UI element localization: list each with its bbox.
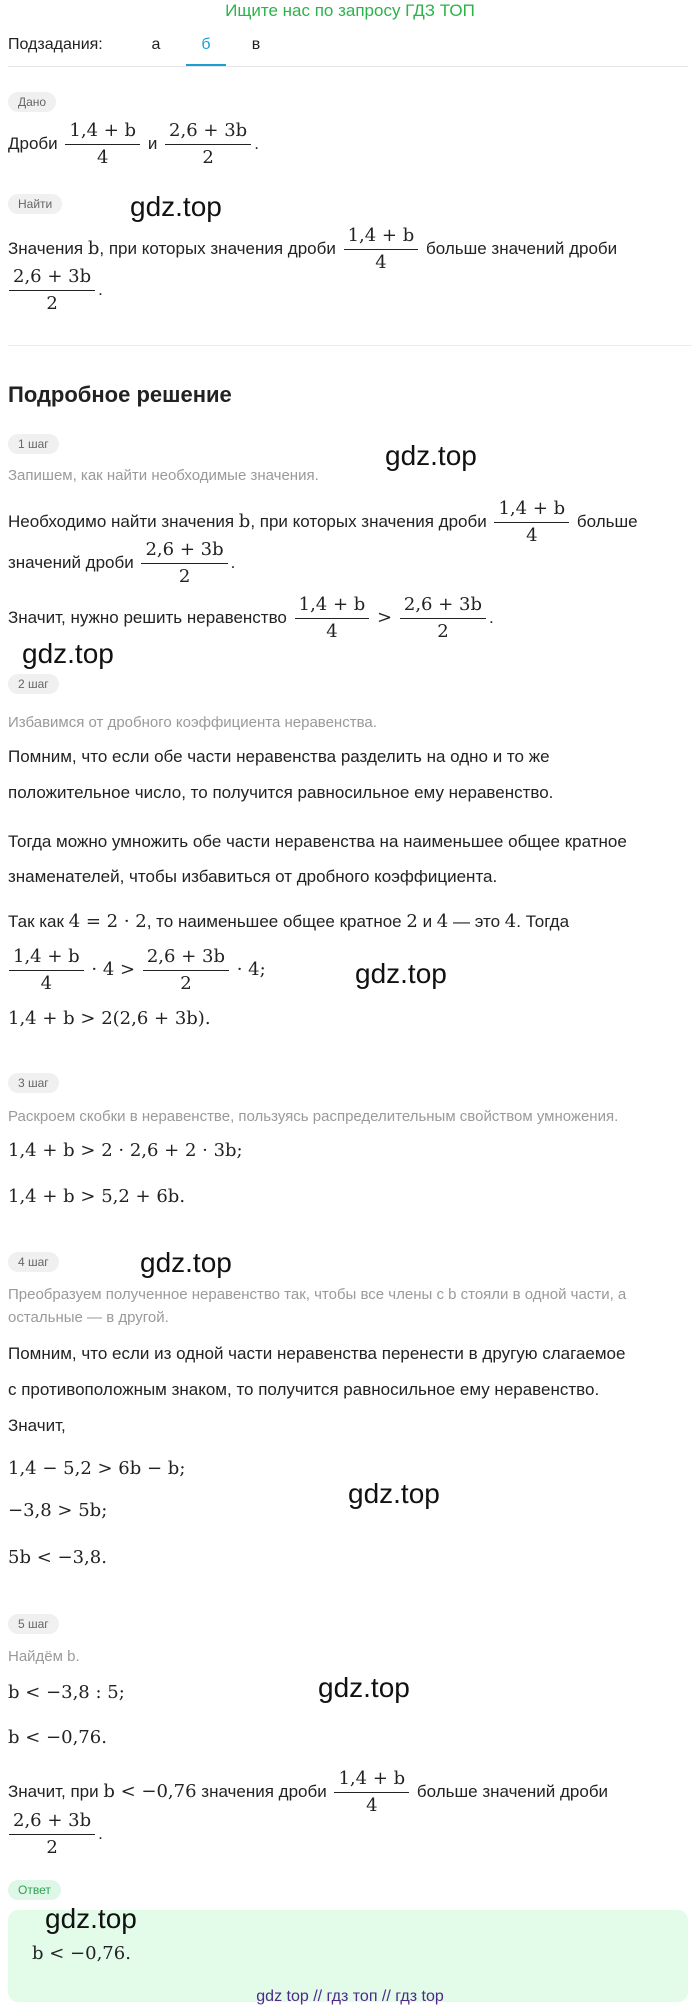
step1-text-a: Необходимо найти значения (8, 511, 235, 531)
given-fraction-2 (165, 118, 251, 171)
fraction-denominator: 2 (178, 566, 191, 587)
gt-sign: > (377, 606, 393, 628)
step2-para2-line2: знаменателей, чтобы избавиться от дробного коэффициента. (8, 867, 498, 886)
step4-para1-line2: с противоположным знаком, то получится равносильное ему неравенство. (8, 1380, 600, 1399)
fraction-numerator: 1,4 + b (295, 592, 370, 619)
step1-fraction-3 (295, 592, 370, 645)
fraction-denominator: 2 (437, 621, 449, 642)
step2-para3 (8, 910, 569, 934)
step5-para (8, 1766, 698, 1819)
step5-pill: 5 шаг (8, 1614, 59, 1634)
fraction-numerator: 2,6 + 3b (165, 118, 251, 145)
fraction-numerator: 2,6 + 3b (9, 1808, 95, 1835)
step2-fraction-1 (9, 944, 84, 997)
given-conj: и (147, 133, 158, 153)
fraction-denominator: 4 (97, 147, 109, 168)
step2-text-c: и (422, 912, 433, 931)
step5-fraction-2 (9, 1808, 95, 1861)
watermark: gdz.top (348, 1478, 440, 1509)
step2-eq1-end: · 4; (236, 958, 266, 980)
step2-math-2: 2 (406, 911, 418, 932)
fraction-denominator: 2 (46, 1837, 58, 1858)
watermark: gdz.top (355, 958, 447, 989)
tab-a[interactable]: а (151, 36, 161, 53)
step2-eq1 (6, 944, 266, 997)
subtasks-bar (8, 30, 688, 67)
step1-text-p2: Значит, нужно решить неравенство (8, 607, 287, 627)
watermark: gdz.top (318, 1672, 410, 1703)
step2-para1-line1: Помним, что если обе части неравенства разделить на одно и то же (8, 747, 550, 766)
fraction-denominator: 4 (326, 621, 338, 642)
step2-eq1-mid: · 4 > (91, 958, 136, 980)
step2-math-3: 4 (436, 911, 449, 932)
step2-text-b: , то наименьшее общее кратное (146, 912, 402, 931)
fraction-numerator: 2,6 + 3b (9, 264, 95, 291)
step4-eq1: 1,4 − 5,2 > 6b − b; (8, 1458, 186, 1479)
step2-hint: Избавимся от дробного коэффициента неравенства. (8, 714, 377, 731)
fraction-denominator: 2 (46, 293, 58, 314)
given-line (8, 118, 259, 171)
step4-eq2: −3,8 > 5b; (8, 1500, 108, 1521)
fraction-denominator: 4 (366, 1795, 378, 1816)
step3-eq2: 1,4 + b > 5,2 + 6b. (8, 1186, 186, 1207)
step3-pill: 3 шаг (8, 1073, 59, 1093)
fraction-denominator: 4 (375, 252, 387, 273)
step5-text-a: Значит, при (8, 1781, 99, 1801)
step2-para2-line1: Тогда можно умножить обе части неравенства на наименьшее общее кратное (8, 832, 627, 851)
find-line (8, 223, 688, 276)
step2-text-d: — это (452, 912, 501, 931)
find-var: b (87, 237, 100, 259)
step2-math-1: 4 = 2 · 2 (68, 911, 147, 932)
fraction-numerator: 1,4 + b (65, 118, 140, 145)
step4-eq3: 5b < −3,8. (8, 1547, 107, 1568)
tab-b[interactable]: б (186, 36, 226, 66)
step1-fraction-4 (400, 592, 486, 645)
step5-eq1: b < −3,8 : 5; (8, 1682, 125, 1703)
step1-fraction-1 (494, 496, 569, 549)
watermark: gdz.top (140, 1247, 232, 1278)
fraction-numerator: 2,6 + 3b (400, 592, 486, 619)
watermark: gdz.top (130, 191, 222, 222)
footer-links[interactable]: gdz top // гдз топ // гдз top (256, 1988, 444, 2005)
watermark: gdz.top (45, 1903, 137, 1934)
step1-hint: Запишем, как найти необходимые значения. (8, 467, 319, 484)
step1-end-2: . (489, 607, 494, 627)
search-banner: Ищите нас по запросу ГДЗ ТОП (225, 1, 475, 20)
answer-pill: Ответ (8, 1880, 61, 1900)
find-text-1: Значения (8, 238, 84, 258)
step5-text-b: значения дроби (201, 1781, 327, 1801)
step1-var: b (238, 510, 251, 532)
fraction-denominator: 2 (202, 147, 214, 168)
fraction-denominator: 4 (40, 973, 53, 994)
step2-text-a: Так как (8, 912, 64, 931)
step4-pill: 4 шаг (8, 1252, 59, 1272)
step2-text-e: . Тогда (516, 912, 570, 931)
divider (8, 345, 692, 346)
fraction-denominator: 4 (526, 525, 538, 546)
step5-eq2: b < −0,76. (8, 1727, 107, 1748)
step5-hint: Найдём b. (8, 1648, 80, 1665)
find-text-3: больше значений дроби (426, 238, 618, 258)
step3-hint: Раскроем скобки в неравенстве, пользуясь распределительным свойством умножения. (8, 1108, 619, 1125)
step3-eq1: 1,4 + b > 2 · 2,6 + 2 · 3b; (8, 1140, 243, 1161)
step5-math: b < −0,76 (103, 1780, 197, 1802)
step2-fraction-2 (143, 944, 229, 997)
step5-fraction-1 (334, 1766, 409, 1819)
step4-hint-line2: остальные — в другой. (8, 1309, 169, 1326)
step2-pill: 2 шаг (8, 674, 59, 694)
find-line-2 (6, 264, 103, 317)
step1-pill: 1 шаг (8, 434, 59, 454)
fraction-numerator: 1,4 + b (344, 223, 419, 250)
step2-eq2: 1,4 + b > 2(2,6 + 3b). (8, 1008, 211, 1029)
step5-end: . (98, 1823, 103, 1843)
fraction-numerator: 2,6 + 3b (143, 944, 229, 971)
find-fraction-1 (344, 223, 419, 276)
step5-text-c: больше значений дроби (416, 1781, 609, 1801)
step1-text-c: больше (576, 511, 638, 531)
tab-v[interactable]: в (251, 36, 261, 53)
solution-title: Подробное решение (8, 382, 232, 407)
given-prefix: Дроби (8, 133, 58, 153)
step1-para1-line2 (8, 537, 235, 590)
step4-para2: Значит, (8, 1416, 66, 1435)
find-fraction-2 (9, 264, 95, 317)
step4-para1-line1: Помним, что если из одной части неравенства перенести в другую слагаемое (8, 1344, 626, 1363)
find-pill: Найти (8, 194, 62, 214)
given-fraction-1 (65, 118, 140, 171)
fraction-numerator: 1,4 + b (9, 944, 84, 971)
step1-text-d: значений дроби (8, 552, 134, 572)
fraction-numerator: 2,6 + 3b (141, 537, 227, 564)
fraction-numerator: 1,4 + b (494, 496, 569, 523)
step2-math-4: 4 (504, 911, 517, 932)
step1-fraction-2 (141, 537, 227, 590)
given-end: . (254, 133, 259, 153)
find-end: . (98, 279, 103, 299)
given-pill: Дано (8, 92, 56, 112)
subtasks-label: Подзадания: (8, 36, 103, 53)
answer-value: b < −0,76. (32, 1943, 131, 1964)
fraction-denominator: 2 (180, 973, 192, 994)
watermark: gdz.top (385, 440, 477, 471)
step5-para-line2 (6, 1808, 103, 1861)
step4-hint-line1: Преобразуем полученное неравенство так, чтобы все члены с b стояли в одной части, а (8, 1286, 627, 1303)
fraction-numerator: 1,4 + b (334, 1766, 409, 1793)
step1-end: . (230, 552, 236, 572)
watermark: gdz.top (22, 638, 114, 669)
step2-para1-line2: положительное число, то получится равносильное ему неравенство. (8, 783, 554, 802)
step1-text-b: , при которых значения дроби (250, 511, 487, 531)
find-text-2: , при которых значения дроби (99, 238, 336, 258)
